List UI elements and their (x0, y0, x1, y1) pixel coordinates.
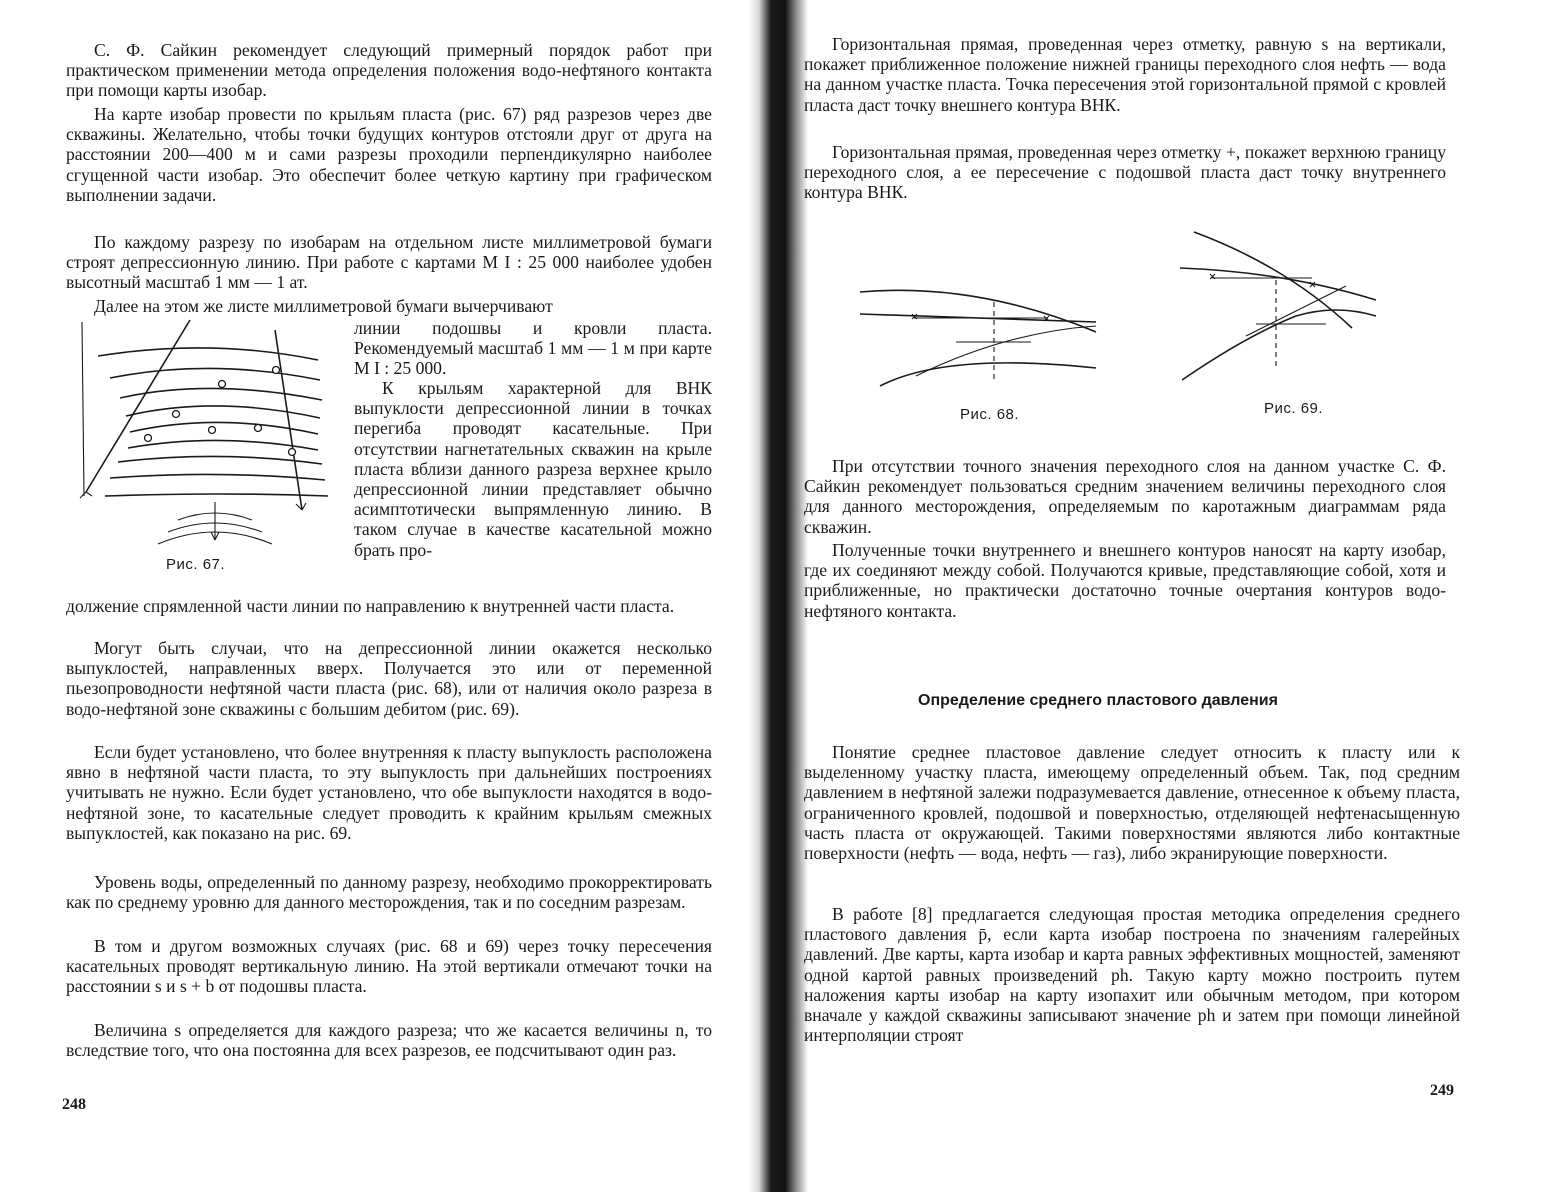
figure-69 (1176, 226, 1386, 386)
paragraph: По каждому разрезу по изобарам на отдельном листе миллиметровой бумаги строят депрессионную линию. При работе с картами М I : 25 000 наиболее удобен высотный масштаб 1 мм — 1 ат. (66, 232, 712, 293)
page-number: 248 (62, 1096, 86, 1113)
figure-caption: Рис. 69. (1264, 400, 1324, 417)
paragraph: Далее на этом же листе миллиметровой бумаги вычерчивают (94, 296, 553, 316)
paragraph: На карте изобар провести по крыльям пласта (рис. 67) ряд разрезов через две скважины. Желательно, чтобы точки будущих контуров отстояли друг от друга на расстоянии 200—400 м и сами разрезы проходили перпендикулярно наиболее сгущенной части изобар. Это обеспечит более четкую картину при графическом выполнении задачи. (66, 104, 712, 205)
figure-caption: Рис. 67. (166, 556, 226, 573)
paragraph: К крыльям характерной для ВНК выпуклости депрессионной линии в точках перегиба проводят касательные. При отсутствии нагнетательных скважин на крыле пласта вблизи данного разреза верхнее крыло депрессионной линии представляет обычно асимптотически выпрямленную линию. В таком случае в качестве касательной можно брать про- (354, 378, 712, 560)
paragraph: При отсутствии точного значения переходного слоя на данном участке С. Ф. Сайкин рекомендует пользоваться средним значением величины переходного слоя для данного месторождения, определяемым по каротажным диаграммам ряда скважин. (804, 456, 1446, 537)
paragraph: Если будет установлено, что более внутренняя к пласту выпуклость расположена явно в нефтяной части пласта, то эту выпуклость при дальнейших построениях учитывать не нужно. Если будет установлено, что обе выпуклости находятся в водо-нефтяной зоне, то касательные следует проводить к крайним крыльям смежных выпуклостей, как показано на рис. 69. (66, 742, 712, 843)
right-page (790, 0, 1549, 1192)
figure-caption: Рис. 68. (960, 406, 1020, 423)
section-heading: Определение среднего пластового давления (918, 692, 1278, 709)
left-page (0, 0, 760, 1192)
paragraph: Полученные точки внутреннего и внешнего контуров наносят на карту изобар, где их соединяют между собой. Получаются кривые, представляющие собой, хотя и приближенные, но практически достаточно точные очертания контуров водо-нефтяного контакта. (804, 540, 1446, 621)
paragraph: Понятие среднее пластовое давление следует относить к пласту или к выделенному участку пласта, имеющему определенный объем. Так, под средним давлением в нефтяной залежи подразумевается давление, отнесенное к объему пласта, ограниченного кровлей, подошвой и поверхностью, отделяющей нефтенасыщенную часть пласта от окружающей. Такими поверхностями являются либо контактные поверхности (нефть — вода, нефть — газ), либо экранирующие поверхности. (804, 742, 1460, 864)
paragraph: Горизонтальная прямая, проведенная через отметку, равную s на вертикали, покажет приближенное положение нижней границы переходного слоя нефть — вода на данном участке пласта. Точка пересечения этой горизонтальной прямой с кровлей пласта даст точку внешнего контура ВНК. (804, 34, 1446, 115)
paragraph: В том и другом возможных случаях (рис. 68 и 69) через точку пересечения касательных проводят вертикальную линию. На этой вертикали отмечают точки на расстоянии s и s + b от подошвы пласта. (66, 936, 712, 997)
figure-67 (70, 320, 340, 555)
paragraph: Величина s определяется для каждого разреза; что же касается величины n, то вследствие того, что она постоянна для всех разрезов, ее подсчитывают один раз. (66, 1020, 712, 1061)
paragraph: Уровень воды, определенный по данному разрезу, необходимо прокорректировать как по среднему уровню для данного месторождения, так и по соседним разрезам. (66, 872, 712, 913)
paragraph: Могут быть случаи, что на депрессионной линии окажется несколько выпуклостей, направленных вверх. Получается это или от переменной пьезопроводности нефтяной части пласта (рис. 68), или от наличия около разреза в водо-нефтяной зоне скважины с большим дебитом (рис. 69). (66, 638, 712, 719)
paragraph: В работе [8] предлагается следующая простая методика определения среднего пластового давления p̄, если карта изобар построена по значениям галерейных давлений. Две карты, карта изобар и карта равных эффективных мощностей, заменяют одной картой равных произведений ph. Такую карту можно построить путем наложения карты изобар на карту изопахит или обычным методом, при котором вначале у каждой скважины записывают значение ph и затем при помощи линейной интерполяции строят (804, 904, 1460, 1046)
page-number: 249 (1430, 1082, 1454, 1099)
paragraph: линии подошвы и кровли пласта. Рекомендуемый масштаб 1 мм — 1 м при карте М I : 25 000. (354, 318, 712, 379)
paragraph: Горизонтальная прямая, проведенная через отметку +, покажет верхнюю границу переходного слоя, а ее пересечение с подошвой пласта даст точку внутреннего контура ВНК. (804, 142, 1446, 203)
paragraph: С. Ф. Сайкин рекомендует следующий примерный порядок работ при практическом применении метода определения положения водо-нефтяного контакта при помощи карты изобар. (66, 40, 712, 101)
paragraph: должение спрямленной части линии по направлению к внутренней части пласта. (66, 596, 675, 616)
figure-68 (856, 272, 1106, 392)
